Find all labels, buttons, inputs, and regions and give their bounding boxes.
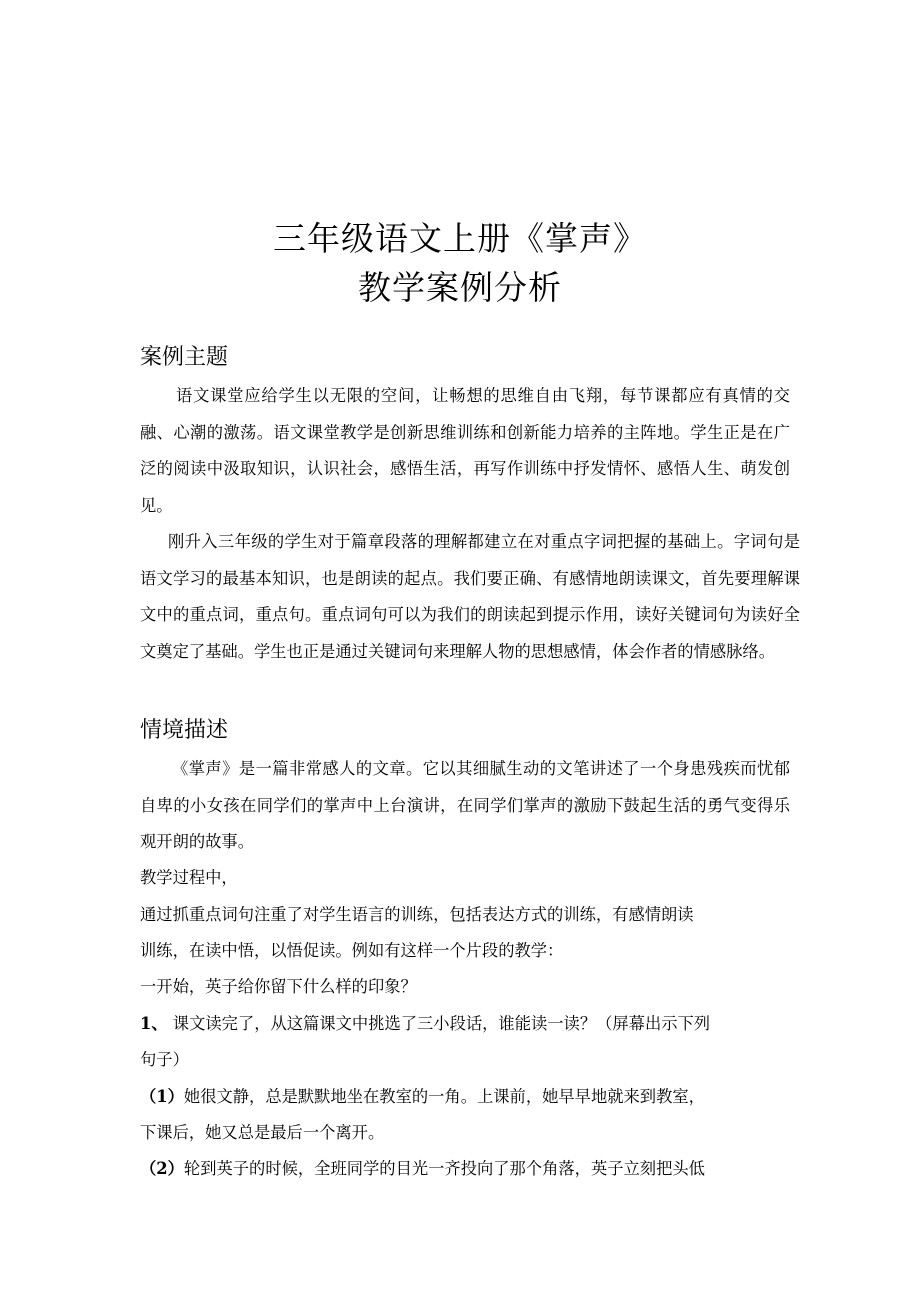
list-item-3-text: 轮到英子的时候，全班同学的目光一齐投向了那个角落，英子立刻把头低 [183, 1159, 705, 1178]
scene-line-method: 通过抓重点词句注重了对学生语言的训练，包括表达方式的训练，有感情朗读 [140, 905, 694, 924]
scene-paragraph-1: 《掌声》是一篇非常感人的文章。它以其细腻生动的文笔讲述了一个身患残疾而忧郁自卑的小女孩在同学们的掌声中上台演讲，在同学们掌声的激励下鼓起生活的勇气变得乐观开朗的故事。 [140, 759, 790, 851]
scene-line-question: 一开始，英子给你留下什么样的印象？ [140, 977, 417, 996]
list-item-2 [140, 1079, 705, 1116]
scene-line-process: 教学过程中， [140, 868, 238, 887]
list-item-1-number: 1、 [140, 1014, 168, 1033]
section-heading-theme: 案例主题 [140, 345, 229, 370]
section-heading-scene: 情境描述 [140, 718, 229, 743]
document-title-line1: 三年级语文上册《掌声》 [273, 219, 647, 258]
list-item-2-text: 她很文静，总是默默地坐在教室的一角。上课前，她早早地就来到教室， [183, 1087, 705, 1106]
list-item-2-number: （1） [140, 1087, 184, 1106]
theme-paragraph-1: 语文课堂应给学生以无限的空间，让畅想的思维自由飞翔，每节课都应有真情的交融、心潮的激荡。语文课堂教学是创新思维训练和创新能力培养的主阵地。学生正是在广泛的阅读中汲取知识，认识社会，感悟生活，再写作训练中抒发情怀、感悟人生、萌发创见。 [140, 386, 790, 515]
list-item-3 [140, 1151, 705, 1188]
list-item-3-number: （2） [140, 1159, 184, 1178]
list-item-1-cont: 句子） [140, 1050, 189, 1069]
scene-line-method-cont: 训练，在读中悟，以悟促读。例如有这样一个片段的教学： [140, 941, 564, 960]
theme-paragraph-2: 刚升入三年级的学生对于篇章段落的理解都建立在对重点字词把握的基础上。字词句是语文学习的最基本知识，也是朗读的起点。我们要正确、有感情地朗读课文，首先要理解课文中的重点词，重点句。重点词句可以为我们的朗读起到提示作用，读好关键词句为读好全文奠定了基础。学生也正是通过关键词句来理解人物的思想感情，体会作者的情感脉络。 [140, 532, 800, 661]
document-title-line2: 教学案例分析 [358, 268, 562, 307]
list-item-1 [140, 1006, 710, 1043]
list-item-2-cont: 下课后，她又总是最后一个离开。 [140, 1123, 385, 1142]
list-item-1-text: 课文读完了，从这篇课文中挑选了三小段话，谁能读一读？（屏幕出示下列 [167, 1014, 711, 1033]
